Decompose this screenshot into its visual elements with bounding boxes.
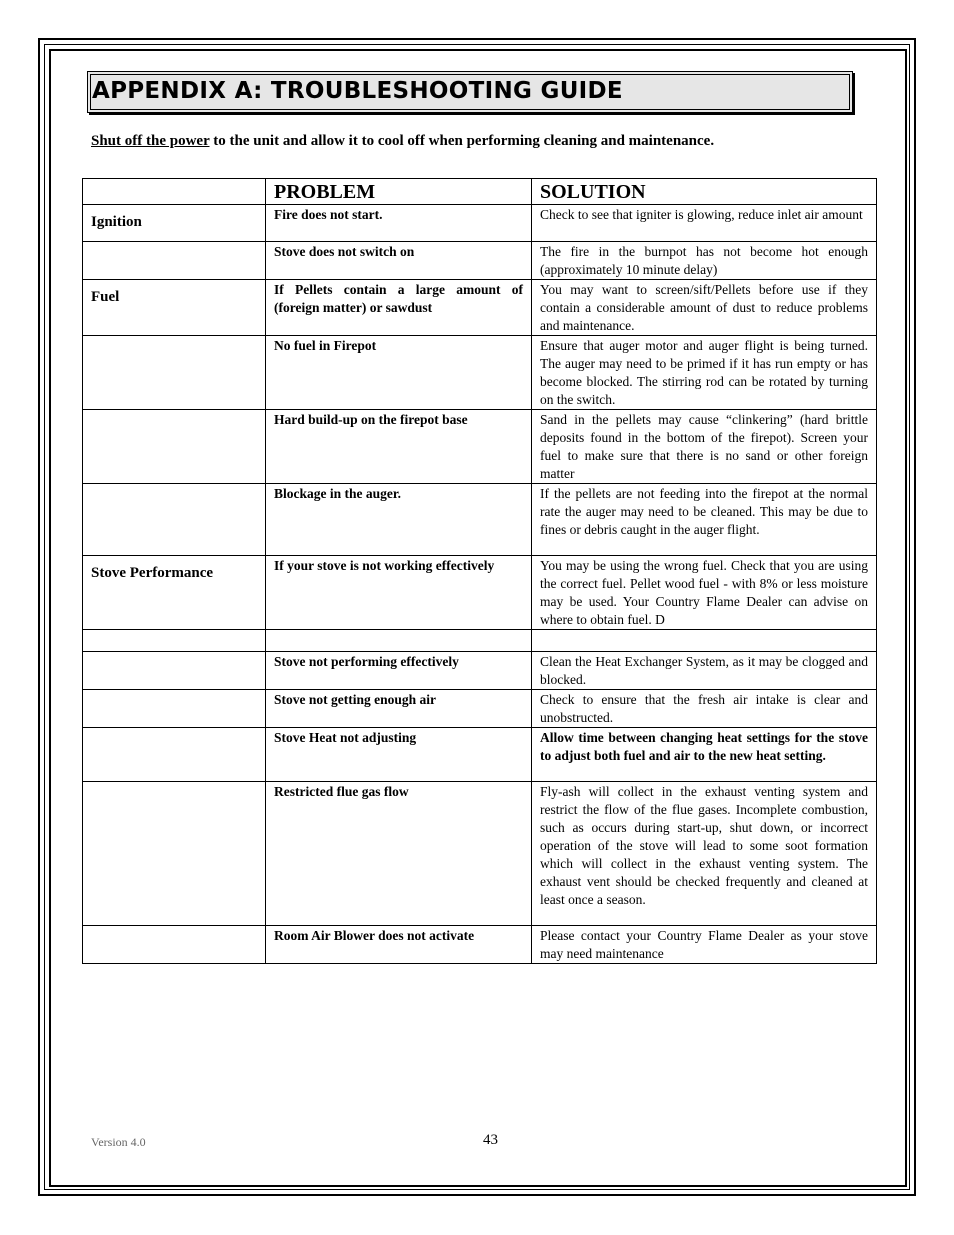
appendix-heading: APPENDIX A: TROUBLESHOOTING GUIDE	[92, 78, 623, 104]
table-row	[83, 484, 877, 556]
row-solution: Sand in the pellets may cause “clinkering” (hard brittle deposits found in the bottom of the firepot). Screen your fuel to make sure that there is no sand or other foreign matter	[532, 410, 877, 484]
row-problem: Hard build-up on the firepot base	[266, 410, 532, 484]
row-solution: If the pellets are not feeding into the firepot at the normal rate the auger may need to be cleaned. This may be due to fines or debris caught in the auger flight.	[532, 484, 877, 556]
row-category	[83, 410, 266, 484]
footer-version: Version 4.0	[91, 1135, 146, 1149]
row-solution: Check to ensure that the fresh air intake is clear and unobstructed.	[532, 690, 877, 728]
row-problem: Stove not performing effectively	[266, 652, 532, 690]
row-problem	[266, 630, 532, 652]
row-solution	[532, 630, 877, 652]
row-problem: Room Air Blower does not activate	[266, 926, 532, 964]
table-row-empty	[83, 630, 877, 652]
appendix-heading-box	[87, 71, 853, 113]
table-row	[83, 410, 877, 484]
row-solution: Check to see that igniter is glowing, reduce inlet air amount	[532, 205, 877, 242]
row-category	[83, 782, 266, 926]
row-problem: If your stove is not working effectively	[266, 556, 532, 630]
row-category	[83, 728, 266, 782]
table-row	[83, 336, 877, 410]
table-row	[83, 556, 877, 630]
table-row	[83, 782, 877, 926]
row-solution: Please contact your Country Flame Dealer as your stove may need maintenance	[532, 926, 877, 964]
row-solution: Ensure that auger motor and auger flight is being turned. The auger may need to be primed if it has run empty or has become blocked. The stirring rod can be rotated by turning on the switch.	[532, 336, 877, 410]
row-category	[83, 336, 266, 410]
row-solution: You may want to screen/sift/Pellets before use if they contain a considerable amount of dust to reduce problems and maintenance.	[532, 280, 877, 336]
row-category	[83, 652, 266, 690]
row-problem: Restricted flue gas flow	[266, 782, 532, 926]
row-solution: You may be using the wrong fuel. Check that you are using the correct fuel. Pellet wood fuel - with 8% or less moisture may be used. Your Country Flame Dealer can advise on where to obtain fuel. D	[532, 556, 877, 630]
header-solution: SOLUTION	[532, 179, 877, 205]
header-category	[83, 179, 266, 205]
row-problem: If Pellets contain a large amount of (foreign matter) or sawdust	[266, 280, 532, 336]
row-problem: Stove not getting enough air	[266, 690, 532, 728]
table-row	[83, 205, 877, 242]
troubleshooting-table	[82, 178, 877, 964]
table-row	[83, 280, 877, 336]
row-solution: The fire in the burnpot has not become hot enough (approximately 10 minute delay)	[532, 242, 877, 280]
table-row	[83, 728, 877, 782]
table-row	[83, 242, 877, 280]
safety-warning-underlined: Shut off the power	[91, 133, 210, 149]
table-header-row	[83, 179, 877, 205]
row-category: Fuel	[83, 280, 266, 336]
table-row	[83, 652, 877, 690]
table-row	[83, 926, 877, 964]
row-category	[83, 690, 266, 728]
row-category: Stove Performance	[83, 556, 266, 630]
row-problem: Blockage in the auger.	[266, 484, 532, 556]
row-problem: Stove does not switch on	[266, 242, 532, 280]
row-problem: No fuel in Firepot	[266, 336, 532, 410]
row-category	[83, 242, 266, 280]
row-problem: Fire does not start.	[266, 205, 532, 242]
table-row	[83, 690, 877, 728]
row-category: Ignition	[83, 205, 266, 242]
row-category	[83, 484, 266, 556]
header-problem: PROBLEM	[266, 179, 532, 205]
page-number: 43	[483, 1132, 498, 1148]
safety-warning	[91, 133, 881, 150]
row-category	[83, 926, 266, 964]
safety-warning-text: to the unit and allow it to cool off when performing cleaning and maintenance.	[209, 133, 715, 149]
row-problem: Stove Heat not adjusting	[266, 728, 532, 782]
row-solution: Fly-ash will collect in the exhaust venting system and restrict the flow of the flue gases. Incomplete combustion, such as occurs during start-up, shut down, or incorrect operation of the stove will lead to some soot formation which will collect in the exhaust venting system. The exhaust vent should be checked frequently and cleaned at least once a season.	[532, 782, 877, 926]
row-solution: Allow time between changing heat settings for the stove to adjust both fuel and air to the new heat setting.	[532, 728, 877, 782]
row-solution: Clean the Heat Exchanger System, as it may be clogged and blocked.	[532, 652, 877, 690]
row-category	[83, 630, 266, 652]
